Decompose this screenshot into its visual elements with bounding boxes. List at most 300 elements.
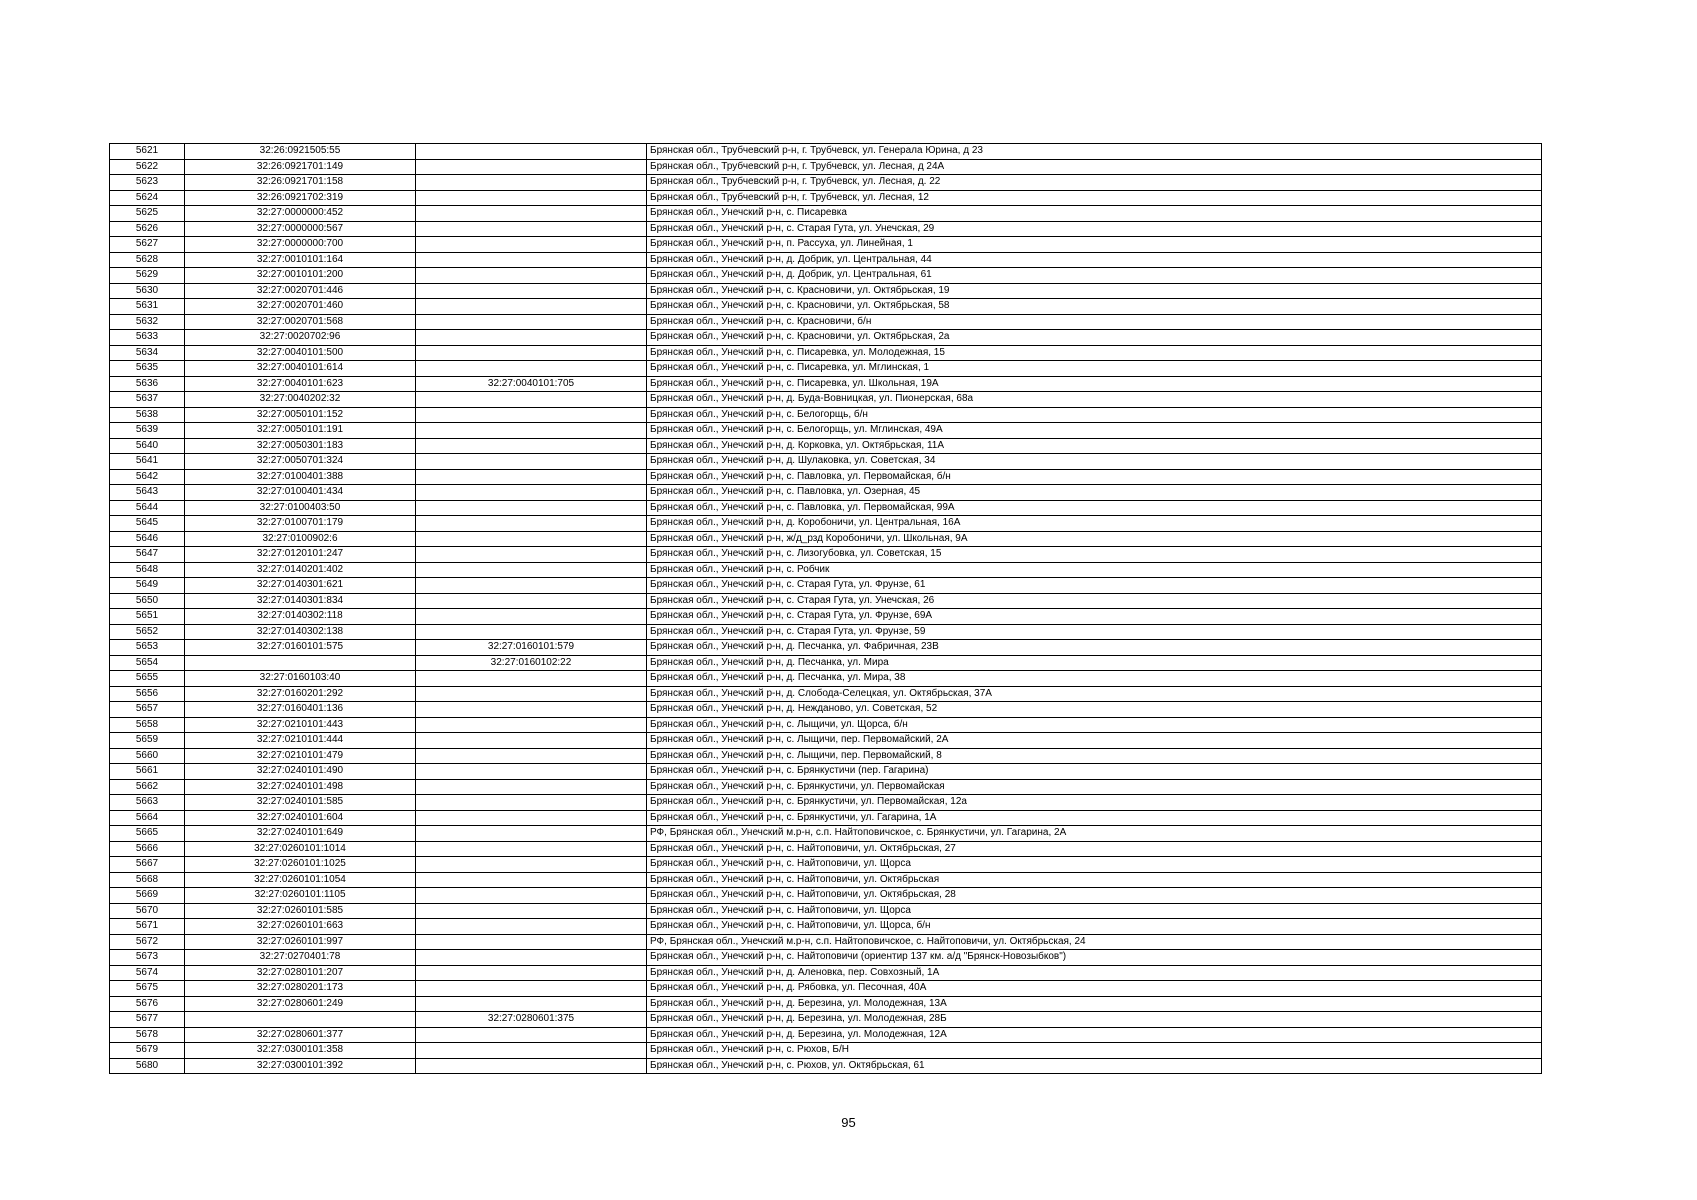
row-number-cell: 5662: [110, 779, 185, 795]
row-number-cell: 5636: [110, 376, 185, 392]
related-cadastral-number-cell: [416, 438, 647, 454]
related-cadastral-number-cell: [416, 748, 647, 764]
related-cadastral-number-cell: 32:27:0280601:375: [416, 1012, 647, 1028]
cadastral-number-cell: 32:27:0020701:460: [185, 299, 416, 315]
address-cell: Брянская обл., Унечский р-н, с. Белогорщь, б/н: [647, 407, 1542, 423]
row-number-cell: 5646: [110, 531, 185, 547]
row-number-cell: 5625: [110, 206, 185, 222]
cadastral-number-cell: 32:27:0280601:377: [185, 1027, 416, 1043]
related-cadastral-number-cell: [416, 407, 647, 423]
related-cadastral-number-cell: 32:27:0040101:705: [416, 376, 647, 392]
cadastral-number-cell: 32:27:0050701:324: [185, 454, 416, 470]
table-row: [110, 872, 1542, 888]
cadastral-number-cell: 32:26:0921701:149: [185, 159, 416, 175]
table-row: [110, 888, 1542, 904]
address-cell: Брянская обл., Унечский р-н, с. Писаревка, ул. Школьная, 19А: [647, 376, 1542, 392]
address-cell: Брянская обл., Унечский р-н, д. Добрик, ул. Центральная, 44: [647, 252, 1542, 268]
address-cell: Брянская обл., Унечский р-н, д. Нежданово, ул. Советская, 52: [647, 702, 1542, 718]
table-row: [110, 190, 1542, 206]
cadastral-number-cell: 32:26:0921702:319: [185, 190, 416, 206]
address-cell: Брянская обл., Унечский р-н, д. Буда-Вовницкая, ул. Пионерская, 68а: [647, 392, 1542, 408]
cadastral-number-cell: 32:27:0100401:434: [185, 485, 416, 501]
row-number-cell: 5665: [110, 826, 185, 842]
table-row: [110, 252, 1542, 268]
cadastral-number-cell: 32:27:0100701:179: [185, 516, 416, 532]
cadastral-number-cell: 32:27:0010101:164: [185, 252, 416, 268]
cadastral-number-cell: 32:27:0040101:614: [185, 361, 416, 377]
cadastral-number-cell: 32:27:0300101:358: [185, 1043, 416, 1059]
related-cadastral-number-cell: [416, 206, 647, 222]
table-row: [110, 206, 1542, 222]
address-cell: Брянская обл., Унечский р-н, с. Павловка, ул. Первомайская, 99А: [647, 500, 1542, 516]
related-cadastral-number-cell: [416, 392, 647, 408]
table-row: [110, 1012, 1542, 1028]
table-row: [110, 934, 1542, 950]
row-number-cell: 5659: [110, 733, 185, 749]
row-number-cell: 5650: [110, 593, 185, 609]
cadastral-number-cell: 32:27:0000000:567: [185, 221, 416, 237]
table-row: [110, 547, 1542, 563]
cadastral-number-cell: 32:27:0210101:443: [185, 717, 416, 733]
table-row: [110, 826, 1542, 842]
address-cell: Брянская обл., Унечский р-н, с. Старая Гута, ул. Унечская, 26: [647, 593, 1542, 609]
row-number-cell: 5672: [110, 934, 185, 950]
cadastral-number-cell: 32:27:0260101:1105: [185, 888, 416, 904]
cadastral-number-cell: 32:27:0260101:585: [185, 903, 416, 919]
related-cadastral-number-cell: [416, 686, 647, 702]
cadastral-number-cell: 32:27:0240101:604: [185, 810, 416, 826]
address-cell: Брянская обл., Унечский р-н, с. Белогорщь, ул. Мглинская, 49А: [647, 423, 1542, 439]
row-number-cell: 5655: [110, 671, 185, 687]
address-cell: Брянская обл., Унечский р-н, с. Старая Гута, ул. Фрунзе, 69А: [647, 609, 1542, 625]
row-number-cell: 5632: [110, 314, 185, 330]
table-row: [110, 671, 1542, 687]
address-cell: Брянская обл., Унечский р-н, д. Аленовка, пер. Совхозный, 1А: [647, 965, 1542, 981]
related-cadastral-number-cell: 32:27:0160102:22: [416, 655, 647, 671]
related-cadastral-number-cell: [416, 1058, 647, 1074]
table-row: [110, 345, 1542, 361]
address-cell: Брянская обл., Унечский р-н, с. Лыщичи, пер. Первомайский, 8: [647, 748, 1542, 764]
related-cadastral-number-cell: [416, 237, 647, 253]
cadastral-number-cell: 32:27:0050101:191: [185, 423, 416, 439]
row-number-cell: 5621: [110, 144, 185, 160]
related-cadastral-number-cell: [416, 469, 647, 485]
address-cell: Брянская обл., Унечский р-н, д. Песчанка, ул. Фабричная, 23В: [647, 640, 1542, 656]
address-cell: Брянская обл., Унечский р-н, с. Найтоповичи (ориентир 137 км. а/д "Брянск-Новозыбков"): [647, 950, 1542, 966]
cadastral-number-cell: 32:27:0280101:207: [185, 965, 416, 981]
address-cell: Брянская обл., Унечский р-н, с. Робчик: [647, 562, 1542, 578]
table-row: [110, 221, 1542, 237]
table-row: [110, 562, 1542, 578]
row-number-cell: 5664: [110, 810, 185, 826]
related-cadastral-number-cell: [416, 547, 647, 563]
row-number-cell: 5656: [110, 686, 185, 702]
cadastral-number-cell: 32:27:0050301:183: [185, 438, 416, 454]
related-cadastral-number-cell: [416, 1027, 647, 1043]
cadastral-number-cell: 32:27:0020702:96: [185, 330, 416, 346]
address-cell: Брянская обл., Трубчевский р-н, г. Трубчевск, ул. Лесная, 12: [647, 190, 1542, 206]
cadastral-number-cell: [185, 655, 416, 671]
table-row: [110, 330, 1542, 346]
cadastral-number-cell: 32:27:0280201:173: [185, 981, 416, 997]
row-number-cell: 5666: [110, 841, 185, 857]
address-cell: Брянская обл., Унечский р-н, с. Лизогубовка, ул. Советская, 15: [647, 547, 1542, 563]
page-number: 95: [841, 1115, 856, 1130]
cadastral-number-cell: [185, 1012, 416, 1028]
address-cell: Брянская обл., Унечский р-н, с. Красновичи, ул. Октябрьская, 58: [647, 299, 1542, 315]
address-cell: Брянская обл., Унечский р-н, с. Найтоповичи, ул. Октябрьская, 28: [647, 888, 1542, 904]
related-cadastral-number-cell: [416, 562, 647, 578]
cadastral-number-cell: 32:27:0120101:247: [185, 547, 416, 563]
related-cadastral-number-cell: [416, 872, 647, 888]
cadastral-number-cell: 32:27:0000000:452: [185, 206, 416, 222]
address-cell: Брянская обл., Унечский р-н, д. Рябовка, ул. Песочная, 40А: [647, 981, 1542, 997]
row-number-cell: 5661: [110, 764, 185, 780]
address-cell: Брянская обл., Унечский р-н, д. Березина, ул. Молодежная, 12А: [647, 1027, 1542, 1043]
table-row: [110, 268, 1542, 284]
related-cadastral-number-cell: [416, 268, 647, 284]
address-cell: Брянская обл., Унечский р-н, д. Березина, ул. Молодежная, 28Б: [647, 1012, 1542, 1028]
address-cell: Брянская обл., Унечский р-н, с. Рюхов, Б/Н: [647, 1043, 1542, 1059]
address-cell: Брянская обл., Трубчевский р-н, г. Трубчевск, ул. Лесная, д 24А: [647, 159, 1542, 175]
address-cell: Брянская обл., Унечский р-н, ж/д_рзд Коробоничи, ул. Школьная, 9А: [647, 531, 1542, 547]
cadastral-number-cell: 32:27:0020701:568: [185, 314, 416, 330]
table-row: [110, 764, 1542, 780]
address-cell: Брянская обл., Унечский р-н, д. Слобода-Селецкая, ул. Октябрьская, 37А: [647, 686, 1542, 702]
table-row: [110, 903, 1542, 919]
row-number-cell: 5635: [110, 361, 185, 377]
related-cadastral-number-cell: [416, 810, 647, 826]
address-cell: Брянская обл., Унечский р-н, д. Добрик, ул. Центральная, 61: [647, 268, 1542, 284]
address-cell: Брянская обл., Унечский р-н, с. Старая Гута, ул. Фрунзе, 61: [647, 578, 1542, 594]
address-cell: Брянская обл., Унечский р-н, с. Павловка, ул. Озерная, 45: [647, 485, 1542, 501]
table-row: [110, 686, 1542, 702]
related-cadastral-number-cell: [416, 919, 647, 935]
cadastral-number-cell: 32:27:0140302:138: [185, 624, 416, 640]
address-cell: РФ, Брянская обл., Унечский м.р-н, с.п. Найтоповичское, с. Найтоповичи, ул. Октябрьская, 24: [647, 934, 1542, 950]
related-cadastral-number-cell: [416, 934, 647, 950]
row-number-cell: 5631: [110, 299, 185, 315]
related-cadastral-number-cell: [416, 733, 647, 749]
related-cadastral-number-cell: [416, 330, 647, 346]
table-body: [110, 144, 1542, 1074]
table-row: [110, 981, 1542, 997]
table-row: [110, 965, 1542, 981]
table-row: [110, 857, 1542, 873]
cadastral-number-cell: 32:27:0040101:500: [185, 345, 416, 361]
row-number-cell: 5677: [110, 1012, 185, 1028]
table-row: [110, 407, 1542, 423]
row-number-cell: 5639: [110, 423, 185, 439]
cadastral-number-cell: 32:27:0240101:649: [185, 826, 416, 842]
table-row: [110, 438, 1542, 454]
address-cell: Брянская обл., Трубчевский р-н, г. Трубчевск, ул. Генерала Юрина, д 23: [647, 144, 1542, 160]
table-row: [110, 392, 1542, 408]
table-row: [110, 159, 1542, 175]
related-cadastral-number-cell: [416, 826, 647, 842]
row-number-cell: 5675: [110, 981, 185, 997]
table-row: [110, 733, 1542, 749]
table-row: [110, 361, 1542, 377]
row-number-cell: 5667: [110, 857, 185, 873]
related-cadastral-number-cell: [416, 314, 647, 330]
related-cadastral-number-cell: 32:27:0160101:579: [416, 640, 647, 656]
row-number-cell: 5634: [110, 345, 185, 361]
address-cell: РФ, Брянская обл., Унечский м.р-н, с.п. Найтоповичское, с. Брянкустичи, ул. Гагарина, 2А: [647, 826, 1542, 842]
related-cadastral-number-cell: [416, 857, 647, 873]
cadastral-number-cell: 32:27:0050101:152: [185, 407, 416, 423]
table-row: [110, 795, 1542, 811]
cadastral-number-cell: 32:27:0140201:402: [185, 562, 416, 578]
cadastral-number-cell: 32:27:0260101:1025: [185, 857, 416, 873]
cadastral-number-cell: 32:27:0260101:663: [185, 919, 416, 935]
related-cadastral-number-cell: [416, 423, 647, 439]
registry-table: [109, 143, 1542, 1074]
address-cell: Брянская обл., Унечский р-н, с. Найтоповичи, ул. Щорса: [647, 903, 1542, 919]
table-row: [110, 175, 1542, 191]
table-row: [110, 531, 1542, 547]
cadastral-number-cell: 32:27:0140302:118: [185, 609, 416, 625]
cadastral-number-cell: 32:27:0260101:997: [185, 934, 416, 950]
address-cell: Брянская обл., Унечский р-н, с. Брянкустичи, ул. Первомайская: [647, 779, 1542, 795]
related-cadastral-number-cell: [416, 345, 647, 361]
related-cadastral-number-cell: [416, 175, 647, 191]
row-number-cell: 5669: [110, 888, 185, 904]
address-cell: Брянская обл., Унечский р-н, д. Коробоничи, ул. Центральная, 16А: [647, 516, 1542, 532]
table-row: [110, 593, 1542, 609]
related-cadastral-number-cell: [416, 609, 647, 625]
address-cell: Брянская обл., Унечский р-н, с. Найтоповичи, ул. Щорса, б/н: [647, 919, 1542, 935]
related-cadastral-number-cell: [416, 516, 647, 532]
row-number-cell: 5627: [110, 237, 185, 253]
related-cadastral-number-cell: [416, 671, 647, 687]
row-number-cell: 5653: [110, 640, 185, 656]
related-cadastral-number-cell: [416, 531, 647, 547]
row-number-cell: 5678: [110, 1027, 185, 1043]
cadastral-number-cell: 32:27:0240101:498: [185, 779, 416, 795]
row-number-cell: 5626: [110, 221, 185, 237]
cadastral-number-cell: 32:27:0270401:78: [185, 950, 416, 966]
related-cadastral-number-cell: [416, 361, 647, 377]
related-cadastral-number-cell: [416, 950, 647, 966]
row-number-cell: 5649: [110, 578, 185, 594]
table-row: [110, 299, 1542, 315]
cadastral-number-cell: 32:27:0260101:1014: [185, 841, 416, 857]
row-number-cell: 5654: [110, 655, 185, 671]
related-cadastral-number-cell: [416, 252, 647, 268]
address-cell: Брянская обл., Унечский р-н, д. Корковка, ул. Октябрьская, 11А: [647, 438, 1542, 454]
table-row: [110, 314, 1542, 330]
table-row: [110, 996, 1542, 1012]
row-number-cell: 5676: [110, 996, 185, 1012]
table-row: [110, 655, 1542, 671]
cadastral-number-cell: 32:27:0260101:1054: [185, 872, 416, 888]
related-cadastral-number-cell: [416, 903, 647, 919]
cadastral-number-cell: 32:27:0010101:200: [185, 268, 416, 284]
table-row: [110, 748, 1542, 764]
related-cadastral-number-cell: [416, 717, 647, 733]
row-number-cell: 5663: [110, 795, 185, 811]
table-row: [110, 624, 1542, 640]
row-number-cell: 5642: [110, 469, 185, 485]
related-cadastral-number-cell: [416, 283, 647, 299]
cadastral-number-cell: 32:27:0210101:444: [185, 733, 416, 749]
address-cell: Брянская обл., Унечский р-н, с. Лыщичи, ул. Щорса, б/н: [647, 717, 1542, 733]
table-row: [110, 485, 1542, 501]
related-cadastral-number-cell: [416, 159, 647, 175]
related-cadastral-number-cell: [416, 888, 647, 904]
related-cadastral-number-cell: [416, 221, 647, 237]
address-cell: Брянская обл., Унечский р-н, с. Красновичи, ул. Октябрьская, 2а: [647, 330, 1542, 346]
table-row: [110, 1027, 1542, 1043]
related-cadastral-number-cell: [416, 764, 647, 780]
table-row: [110, 1058, 1542, 1074]
cadastral-number-cell: 32:27:0160401:136: [185, 702, 416, 718]
related-cadastral-number-cell: [416, 841, 647, 857]
cadastral-number-cell: 32:27:0040101:623: [185, 376, 416, 392]
row-number-cell: 5657: [110, 702, 185, 718]
row-number-cell: 5651: [110, 609, 185, 625]
cadastral-number-cell: 32:27:0160201:292: [185, 686, 416, 702]
row-number-cell: 5643: [110, 485, 185, 501]
table-row: [110, 841, 1542, 857]
cadastral-number-cell: 32:26:0921701:158: [185, 175, 416, 191]
related-cadastral-number-cell: [416, 500, 647, 516]
address-cell: Брянская обл., Унечский р-н, с. Писаревка: [647, 206, 1542, 222]
address-cell: Брянская обл., Унечский р-н, д. Березина, ул. Молодежная, 13А: [647, 996, 1542, 1012]
row-number-cell: 5673: [110, 950, 185, 966]
row-number-cell: 5679: [110, 1043, 185, 1059]
related-cadastral-number-cell: [416, 795, 647, 811]
address-cell: Брянская обл., Унечский р-н, с. Найтоповичи, ул. Октябрьская: [647, 872, 1542, 888]
row-number-cell: 5641: [110, 454, 185, 470]
row-number-cell: 5629: [110, 268, 185, 284]
cadastral-number-cell: 32:27:0280601:249: [185, 996, 416, 1012]
table-row: [110, 779, 1542, 795]
cadastral-number-cell: 32:27:0300101:392: [185, 1058, 416, 1074]
address-cell: Брянская обл., Унечский р-н, д. Песчанка, ул. Мира: [647, 655, 1542, 671]
row-number-cell: 5623: [110, 175, 185, 191]
table-row: [110, 919, 1542, 935]
address-cell: Брянская обл., Унечский р-н, с. Старая Гута, ул. Фрунзе, 59: [647, 624, 1542, 640]
cadastral-number-cell: 32:27:0000000:700: [185, 237, 416, 253]
row-number-cell: 5638: [110, 407, 185, 423]
address-cell: Брянская обл., Унечский р-н, с. Красновичи, б/н: [647, 314, 1542, 330]
row-number-cell: 5647: [110, 547, 185, 563]
row-number-cell: 5660: [110, 748, 185, 764]
table-row: [110, 640, 1542, 656]
related-cadastral-number-cell: [416, 593, 647, 609]
related-cadastral-number-cell: [416, 578, 647, 594]
row-number-cell: 5628: [110, 252, 185, 268]
address-cell: Брянская обл., Трубчевский р-н, г. Трубчевск, ул. Лесная, д. 22: [647, 175, 1542, 191]
table-row: [110, 609, 1542, 625]
address-cell: Брянская обл., Унечский р-н, с. Рюхов, ул. Октябрьская, 61: [647, 1058, 1542, 1074]
row-number-cell: 5658: [110, 717, 185, 733]
address-cell: Брянская обл., Унечский р-н, д. Песчанка, ул. Мира, 38: [647, 671, 1542, 687]
table-row: [110, 423, 1542, 439]
cadastral-number-cell: 32:27:0210101:479: [185, 748, 416, 764]
table-row: [110, 144, 1542, 160]
row-number-cell: 5648: [110, 562, 185, 578]
row-number-cell: 5637: [110, 392, 185, 408]
table-row: [110, 376, 1542, 392]
table-row: [110, 702, 1542, 718]
cadastral-number-cell: 32:27:0140301:621: [185, 578, 416, 594]
table-row: [110, 950, 1542, 966]
table-row: [110, 810, 1542, 826]
related-cadastral-number-cell: [416, 190, 647, 206]
address-cell: Брянская обл., Унечский р-н, д. Шулаковка, ул. Советская, 34: [647, 454, 1542, 470]
table-row: [110, 717, 1542, 733]
row-number-cell: 5622: [110, 159, 185, 175]
table-row: [110, 516, 1542, 532]
address-cell: Брянская обл., Унечский р-н, с. Писаревка, ул. Мглинская, 1: [647, 361, 1542, 377]
address-cell: Брянская обл., Унечский р-н, с. Найтоповичи, ул. Щорса: [647, 857, 1542, 873]
cadastral-number-cell: 32:26:0921505:55: [185, 144, 416, 160]
related-cadastral-number-cell: [416, 144, 647, 160]
row-number-cell: 5633: [110, 330, 185, 346]
table-row: [110, 454, 1542, 470]
related-cadastral-number-cell: [416, 981, 647, 997]
address-cell: Брянская обл., Унечский р-н, с. Красновичи, ул. Октябрьская, 19: [647, 283, 1542, 299]
address-cell: Брянская обл., Унечский р-н, с. Павловка, ул. Первомайская, б/н: [647, 469, 1542, 485]
cadastral-number-cell: 32:27:0140301:834: [185, 593, 416, 609]
address-cell: Брянская обл., Унечский р-н, с. Брянкустичи, ул. Первомайская, 12а: [647, 795, 1542, 811]
table-row: [110, 469, 1542, 485]
address-cell: Брянская обл., Унечский р-н, с. Лыщичи, пер. Первомайский, 2А: [647, 733, 1542, 749]
address-cell: Брянская обл., Унечский р-н, с. Брянкустичи, ул. Гагарина, 1А: [647, 810, 1542, 826]
table-row: [110, 578, 1542, 594]
row-number-cell: 5630: [110, 283, 185, 299]
table-row: [110, 237, 1542, 253]
row-number-cell: 5671: [110, 919, 185, 935]
related-cadastral-number-cell: [416, 965, 647, 981]
address-cell: Брянская обл., Унечский р-н, п. Рассуха, ул. Линейная, 1: [647, 237, 1542, 253]
related-cadastral-number-cell: [416, 702, 647, 718]
cadastral-number-cell: 32:27:0160103:40: [185, 671, 416, 687]
related-cadastral-number-cell: [416, 485, 647, 501]
address-cell: Брянская обл., Унечский р-н, с. Найтоповичи, ул. Октябрьская, 27: [647, 841, 1542, 857]
cadastral-number-cell: 32:27:0240101:490: [185, 764, 416, 780]
row-number-cell: 5668: [110, 872, 185, 888]
row-number-cell: 5670: [110, 903, 185, 919]
related-cadastral-number-cell: [416, 299, 647, 315]
related-cadastral-number-cell: [416, 1043, 647, 1059]
table-row: [110, 283, 1542, 299]
row-number-cell: 5674: [110, 965, 185, 981]
cadastral-number-cell: 32:27:0100401:388: [185, 469, 416, 485]
cadastral-number-cell: 32:27:0160101:575: [185, 640, 416, 656]
row-number-cell: 5680: [110, 1058, 185, 1074]
table-row: [110, 500, 1542, 516]
cadastral-number-cell: 32:27:0100902:6: [185, 531, 416, 547]
cadastral-number-cell: 32:27:0240101:585: [185, 795, 416, 811]
cadastral-number-cell: 32:27:0040202:32: [185, 392, 416, 408]
address-cell: Брянская обл., Унечский р-н, с. Брянкустичи (пер. Гагарина): [647, 764, 1542, 780]
cadastral-number-cell: 32:27:0020701:446: [185, 283, 416, 299]
related-cadastral-number-cell: [416, 454, 647, 470]
row-number-cell: 5645: [110, 516, 185, 532]
row-number-cell: 5652: [110, 624, 185, 640]
related-cadastral-number-cell: [416, 779, 647, 795]
address-cell: Брянская обл., Унечский р-н, с. Старая Гута, ул. Унечская, 29: [647, 221, 1542, 237]
row-number-cell: 5644: [110, 500, 185, 516]
table-row: [110, 1043, 1542, 1059]
row-number-cell: 5640: [110, 438, 185, 454]
row-number-cell: 5624: [110, 190, 185, 206]
related-cadastral-number-cell: [416, 624, 647, 640]
